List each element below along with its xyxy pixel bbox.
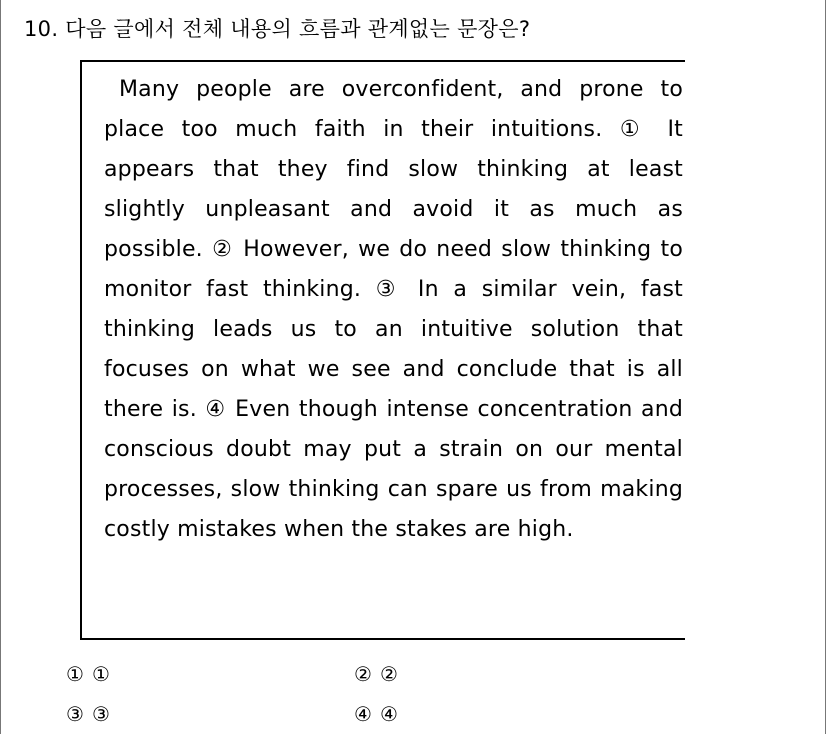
choice-number: ②: [354, 662, 372, 686]
choice-4[interactable]: [354, 700, 398, 728]
choice-3[interactable]: [66, 700, 110, 728]
choice-label: ①: [91, 662, 110, 686]
passage-box: [80, 60, 685, 640]
choice-label: ③: [91, 702, 110, 726]
choice-number: ③: [66, 702, 84, 726]
choice-number: ④: [354, 702, 372, 726]
passage-text: Many people are overconfident, and prone to place too much faith in their intuitions. ① It appears that they find slow thinking at least slightly unpleasant and avoid it as much as possible. ② However, we do need slow thinking to monitor fast thinking. ③ In a similar vein, fast thinking leads us to an intuitive solution that focuses on what we see and conclude that is all there is. ④ Even though intense concentration and conscious doubt may put a strain on our mental processes, slow thinking can spare us from making costly mistakes when the stakes are high.: [104, 77, 683, 542]
choice-label: ②: [379, 662, 398, 686]
question-title: 10. 다음 글에서 전체 내용의 흐름과 관계없는 문장은?: [24, 17, 531, 41]
choice-label: ④: [379, 702, 398, 726]
choice-2[interactable]: [354, 660, 398, 688]
choice-1[interactable]: [66, 660, 110, 688]
choice-number: ①: [66, 662, 84, 686]
answer-choices: [66, 660, 666, 730]
